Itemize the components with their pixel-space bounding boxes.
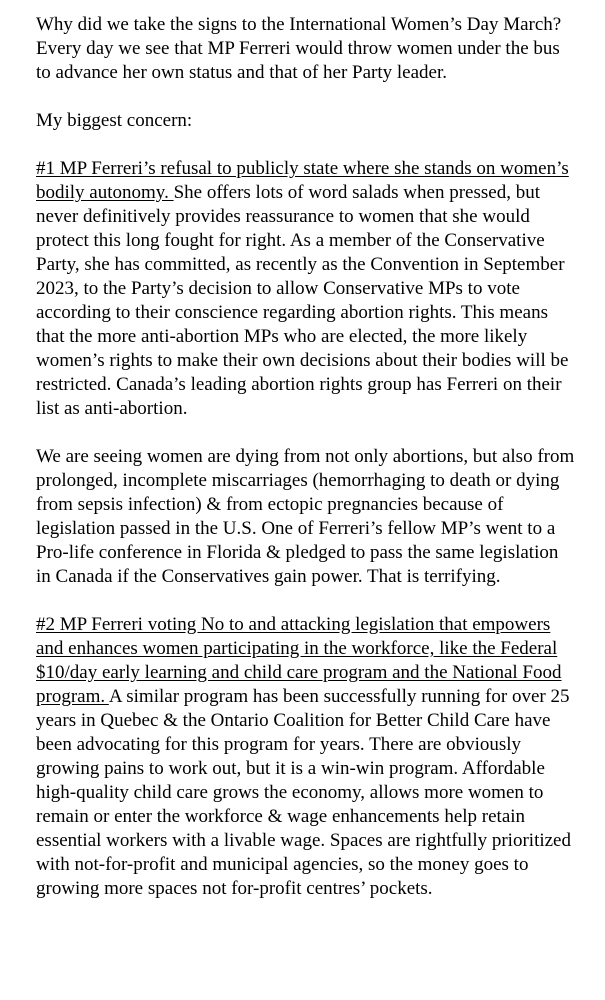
text-segment: Why did we take the signs to the International Women’s Day March? Every day we see that MP Ferreri would throw women under the bus to advance her own status and that of her Party leader. xyxy=(36,14,562,83)
text-segment: We are seeing women are dying from not only abortions, but also from prolonged, incomplete miscarriages (hemorrhaging to death or dying from sepsis infection) & from ectopic pregnancies because of legislation passed in the U.S. One of Ferreri’s fellow MP’s went to a Pro-life conference in Florida & pledged to pass the same legislation in Canada if the Conservatives gain power. That is terrifying. xyxy=(36,446,575,587)
text-segment: My biggest concern: xyxy=(36,110,193,131)
text-segment: A similar program has been successfully running for over 25 years in Quebec & the Ontario Coalition for Better Child Care have been advocating for this program for years. There are obviously growing pains to work out, but it is a win-win program. Affordable high-quality child care grows the economy, allows more women to remain or enter the workforce & wage enhancements help retain essential workers with a livable wage. Spaces are rightfully prioritized with not-for-profit and municipal agencies, so the money goes to growing more spaces not for-profit centres’ pockets. xyxy=(36,686,571,899)
text-segment: She offers lots of word salads when pressed, but never definitively provides reassurance to women that she would protect this long fought for right. As a member of the Conservative Party, she has committed, as recently as the Convention in September 2023, to the Party’s decision to allow Conservative MPs to vote according to their conscience regarding abortion rights. This means that the more anti-abortion MPs who are elected, the more likely women’s rights to make their own decisions about their bodies will be restricted. Canada’s leading abortion rights group has Ferreri on their list as anti-abortion. xyxy=(36,182,569,419)
paragraph-intro xyxy=(36,13,576,85)
paragraph-us-legislation xyxy=(36,445,576,589)
paragraph-point-1 xyxy=(36,157,576,421)
underlined-text-segment: #1 MP Ferreri’s refusal to publicly state where she stands on women’s bodily autonomy. xyxy=(36,158,569,203)
underlined-text-segment: #2 MP Ferreri voting No to and attacking legislation that empowers and enhances women participating in the workforce, like the Federal $10/day early learning and child care program and the National Food program. xyxy=(36,614,562,707)
paragraph-point-2 xyxy=(36,613,576,901)
paragraph-concern-heading xyxy=(36,109,576,133)
